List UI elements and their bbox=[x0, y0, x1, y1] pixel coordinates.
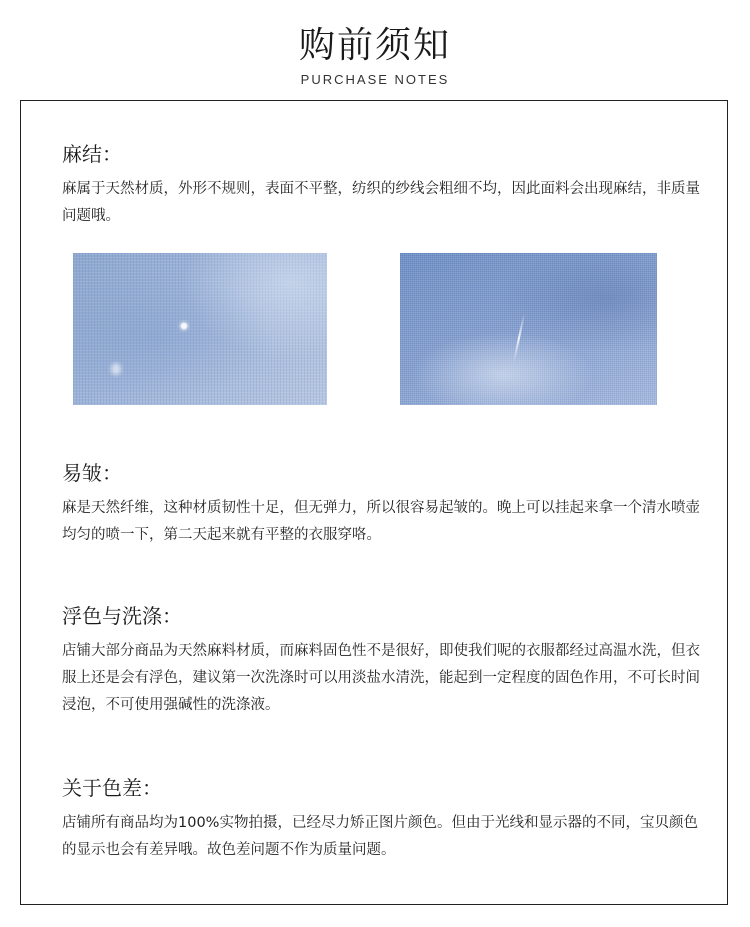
section-body: 店铺大部分商品为天然麻料材质，而麻料固色性不是很好，即使我们呢的衣服都经过高温水洗，但衣服上还是会有浮色，建议第一次洗涤时可以用淡盐水清洗，能起到一定程度的固色作用，不可长时间浸泡，不可使用强碱性的洗涤液。 bbox=[62, 643, 700, 713]
section-wrinkle bbox=[62, 461, 702, 549]
section-title: 浮色与洗涤： bbox=[62, 604, 182, 628]
section-body: 店铺所有商品均为100%实物拍摄，已经尽力矫正图片颜色。但由于光线和显示器的不同，宝贝颜色的显示也会有差异哦。故色差问题不作为质量问题。 bbox=[62, 815, 698, 858]
section-color-wash bbox=[62, 604, 702, 719]
section-title: 麻结： bbox=[62, 142, 122, 166]
section-slub bbox=[62, 142, 702, 230]
page-title: 购前须知 bbox=[298, 25, 451, 66]
section-body: 麻属于天然材质，外形不规则，表面不平整，纺织的纱线会粗细不均，因此面料会出现麻结，非质量问题哦。 bbox=[62, 181, 700, 224]
slub-line-mark bbox=[513, 313, 525, 362]
fabric-photo-slub-spot bbox=[73, 253, 327, 405]
section-color-difference bbox=[62, 776, 702, 864]
section-title: 易皱： bbox=[62, 461, 122, 485]
section-body: 麻是天然纤维，这种材质韧性十足，但无弹力，所以很容易起皱的。晚上可以挂起来拿一个清水喷壶均匀的喷一下，第二天起来就有平整的衣服穿咯。 bbox=[62, 500, 700, 543]
fabric-highlight bbox=[111, 363, 121, 375]
section-title: 关于色差： bbox=[62, 776, 162, 800]
fabric-photo-slub-line bbox=[400, 253, 657, 405]
page-subtitle: PURCHASE NOTES bbox=[300, 72, 450, 87]
slub-spot-mark bbox=[181, 323, 187, 329]
